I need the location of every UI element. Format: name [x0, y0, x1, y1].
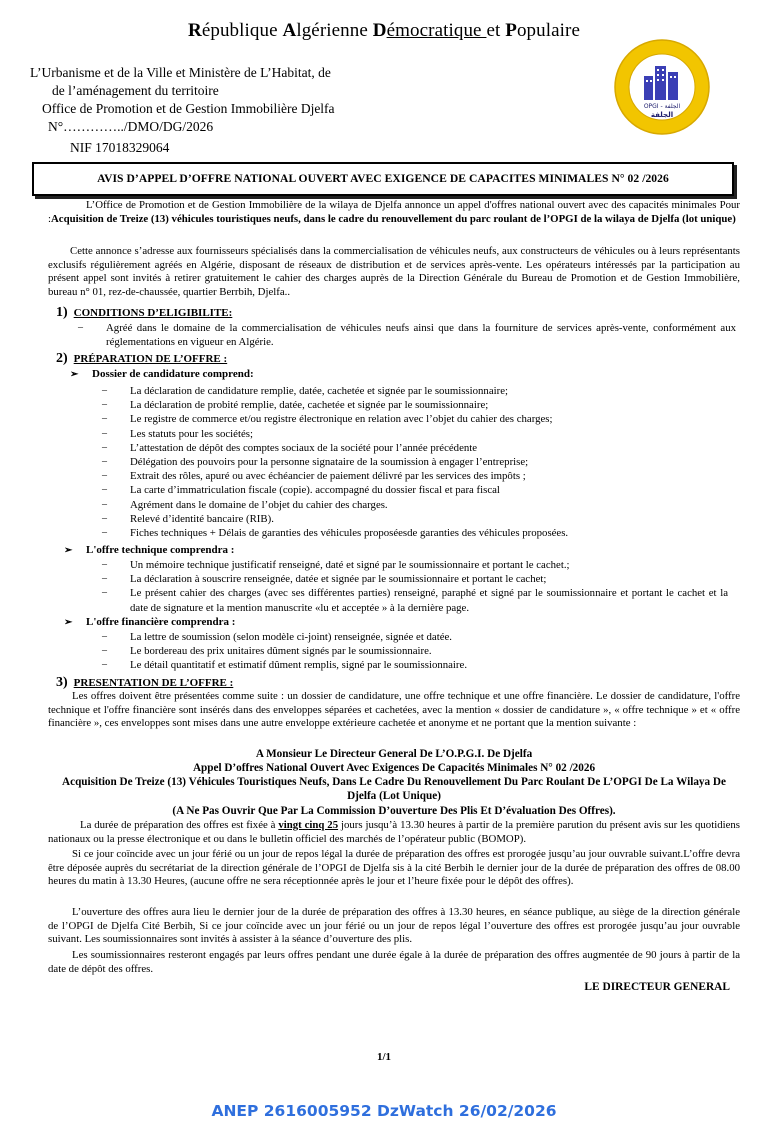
envelope-tender-ref: Appel D’offres National Ouvert Avec Exigences De Capacités Minimales N° 02 /2026 — [192, 762, 596, 774]
notice-title-box — [32, 162, 734, 196]
intro-text: L’Office de Promotion et de Gestion Immobilière de la wilaya de Djelfa annonce un appel d'offres national ouvert avec des capacités minimales Pour : — [48, 199, 740, 225]
nif-number: NIF 17018329064 — [70, 140, 170, 155]
dossier-heading: ➢ Dossier de candidature comprend: — [70, 368, 254, 380]
office-name: Office de Promotion et de Gestion Immobilière Djelfa — [42, 101, 335, 116]
opgi-logo — [613, 38, 711, 136]
title-word-3: émocratique — [386, 20, 487, 41]
envelope-object: Acquisition De Treize (13) Véhicules Touristiques Neufs, Dans Le Cadre Du Renouvellement Du Parc Roulant De L’OPGI De La Wilaya De Djelfa (Lot Unique) — [62, 776, 726, 802]
title-initial-r: R — [187, 20, 202, 41]
tech-offer-title: L'offre technique comprendra : — [86, 544, 235, 556]
presentation-paragraph: Les offres doivent être présentées comme suite : un dossier de candidature, une offre technique et une offre financière. Le dossier de candidature, l'offre technique et l'offre financière sont insérés dans des enveloppes séparées et cachetées, avec la mention « dossier de candidature », « offre technique » et « offre financière », ces enveloppes sont mises dans une autre enveloppe extérieure cachetée et anonyme et ne portant que la mention suivante : — [48, 690, 740, 730]
envelope-addressee: A Monsieur Le Directeur General De L’O.P.G.I. De Djelfa — [255, 748, 533, 760]
list-item: – Relevé d’identité bancaire (RIB). — [102, 512, 738, 526]
section-1-number: 1) — [56, 305, 68, 320]
logo-caption: OPGI - الجلفة — [643, 103, 681, 110]
signature: LE DIRECTEUR GENERAL — [584, 981, 730, 993]
duration-paragraph — [48, 819, 740, 846]
opening-paragraph: L’ouverture des offres aura lieu le dernier jour de la durée de préparation des offres à 13.30 heures, en séance publique, au siège de la direction générale de l’OPGI de Djelfa Cité Berbih, Si ce jour coïncide avec un jour férié ou un jour de repos légal l’ouverture des offres est prorogée jusqu’au jour ouvrable suivant. Les soumissionnaires sont invités à assister à la séance d’ouverture des plis. — [48, 906, 740, 946]
title-initial-a: A — [282, 20, 297, 41]
dossier-list — [102, 384, 738, 540]
list-item: – Délégation des pouvoirs pour la personne signataire de la soumission à engager l’entreprise; — [102, 455, 738, 469]
section-2-number: 2) — [56, 351, 68, 366]
duration-days: vingt cinq 25 — [278, 819, 339, 831]
duration-text-2: jours jusqu’à 13.30 heures à partir de la première parution du présent avis sur les quotidiens nationaux ou la presse électronique et ou dans le bulletin officiel des marchés de l’opérateur public (BOMOP). — [48, 819, 740, 845]
reference-number: N°…………../DMO/DG/2026 — [48, 119, 214, 134]
arrow-bullet-icon: ➢ — [70, 369, 79, 380]
list-item: – Agréé dans le domaine de la commercialisation de véhicules neufs ainsi que dans la fourniture de services après-vente, conformément aux réglementations en vigueur en Algérie. — [78, 321, 736, 349]
title-initial-d: D — [372, 20, 387, 41]
logo-sub-caption: الجلفة — [650, 111, 674, 119]
arrow-bullet-icon: ➢ — [64, 545, 73, 556]
list-item: – La carte d’immatriculation fiscale (copie). accompagné du dossier fiscal et para fiscal — [102, 483, 738, 497]
opgi-logo-icon — [613, 38, 711, 136]
section-2-label: PRÉPARATION DE L’OFFRE : — [73, 353, 228, 365]
list-item: – Extrait des rôles, apuré ou avec échéancier de paiement délivré par les services des impôts ; — [102, 469, 738, 483]
list-item: – Fiches techniques + Délais de garanties des véhicules proposéesde garanties des véhicules proposées. — [102, 526, 738, 540]
section-1-heading — [56, 305, 232, 321]
list-item: – Le bordereau des prix unitaires dûment signés par le soumissionnaire. — [102, 644, 728, 658]
title-word-5: opulaire — [516, 20, 580, 41]
list-item: – L’attestation de dépôt des comptes sociaux de la société pour l’année précédente — [102, 441, 738, 455]
title-word-2: lgérienne — [296, 20, 373, 41]
list-item: – Le détail quantitatif et estimatif dûment remplis, signé par le soumissionnaire. — [102, 658, 728, 672]
list-item: – Agrément dans le domaine de l’objet du cahier des charges. — [102, 498, 738, 512]
financial-offer-list — [102, 630, 728, 673]
validity-paragraph: Les soumissionnaires resteront engagés par leurs offres pendant une durée égale à la durée de préparation des offres augmentée de 90 jours à partir de la date de dépôt des offres. — [48, 949, 740, 975]
notice-title: AVIS D’APPEL D’OFFRE NATIONAL OUVERT AVEC EXIGENCE DE CAPACITES MINIMALES N° 02 /2026 — [97, 172, 669, 185]
envelope-warning: (A Ne Pas Ouvrir Que Par La Commission D’ouverture Des Plis Et D’évaluation Des Offres). — [172, 805, 616, 817]
title-word-4: et — [486, 20, 506, 41]
title-word-1: épublique — [201, 20, 283, 41]
list-item: – Le présent cahier des charges (avec ses différentes parties) renseigné, paraphé et signé par le soumissionnaire et portant le cachet et la date de signature et la mention manuscrite «lu et acceptée » à la dernière page. — [102, 586, 728, 614]
dossier-title: Dossier de candidature comprend — [92, 368, 250, 380]
list-item: – La déclaration de candidature remplie, datée, cachetée et signée par le soumissionnaire; — [102, 384, 738, 398]
section-2-heading — [56, 351, 227, 367]
ministry-line-2: de l’aménagement du territoire — [52, 83, 219, 98]
list-item: – La déclaration à souscrire renseignée, datée et signée par le soumissionnaire et portant le cachet; — [102, 572, 728, 586]
title-initial-p: P — [505, 20, 517, 41]
tech-offer-heading — [64, 544, 234, 556]
intro-paragraph-1 — [48, 199, 740, 226]
list-item: – Les statuts pour les sociétés; — [102, 427, 738, 441]
list-item: – La déclaration de probité remplie, datée, cachetée et signée par le soumissionnaire; — [102, 398, 738, 412]
intro-object: Acquisition de Treize (13) véhicules touristiques neufs, dans le cadre du renouvellement du parc roulant de l’OPGI de la wilaya de Djelfa (lot unique) — [51, 212, 736, 225]
page-number: 1/1 — [376, 1051, 392, 1063]
section-3-label: PRESENTATION DE L’OFFRE : — [73, 677, 234, 689]
section-1-label: CONDITIONS D’ELIGIBILITE: — [73, 307, 233, 319]
list-item: – Le registre de commerce et/ou registre électronique en relation avec l’objet du cahier des charges; — [102, 412, 738, 426]
arrow-bullet-icon: ➢ — [64, 617, 73, 628]
list-item: – Un mémoire technique justificatif renseigné, daté et signé par le soumissionnaire et portant le cachet.; — [102, 558, 728, 572]
ministry-line-1: L’Urbanisme et de la Ville et Ministère de L’Habitat, de — [30, 65, 331, 80]
duration-text-1: La durée de préparation des offres est fixée à — [80, 819, 279, 831]
section-3-number: 3) — [56, 675, 68, 690]
financial-offer-heading — [64, 616, 235, 628]
tech-offer-list — [102, 558, 728, 615]
intro-paragraph-2: Cette annonce s’adresse aux fournisseurs spécialisés dans la commercialisation de véhicules neufs, aux constructeurs de véhicules ou à leurs représentants exclusifs régulièrement agréés en Algérie, disposant de réseaux de distribution et de services après-vente. Les opérateurs intéressés par la participation au présent appel sont invités à retirer gratuitement le cahier des charges auprès de la Direction Générale du Bureau de Promotion et de Gestion Immobilière, bureau n° 01, rez-de-chaussée, quartier Berrbih, Djelfa.. — [48, 245, 740, 298]
list-item: – La lettre de soumission (selon modèle ci-joint) renseignée, signée et datée. — [102, 630, 728, 644]
deposit-paragraph: Si ce jour coïncide avec un jour férié ou un jour de repos légal la durée de préparation des offres est prorogée jusqu’au jour ouvrable suivant.L’offre devra être déposée auprès du secrétariat de la direction générale de l’OPGI de Djelfa sis à la cité Berbih le dernier jour de la durée de préparation des offres de 08.00 heures du matin à 13.30 Heures, (aucune offre ne sera réceptionnée après le jour et l’heure fixée pour le dépôt des offres). — [48, 848, 740, 888]
eligibility-list — [78, 321, 736, 349]
section-3-heading — [56, 675, 233, 691]
financial-offer-title: L'offre financière comprendra : — [86, 616, 236, 628]
footer-reference: ANEP 2616005952 DzWatch 26/02/2026 — [211, 1102, 557, 1120]
